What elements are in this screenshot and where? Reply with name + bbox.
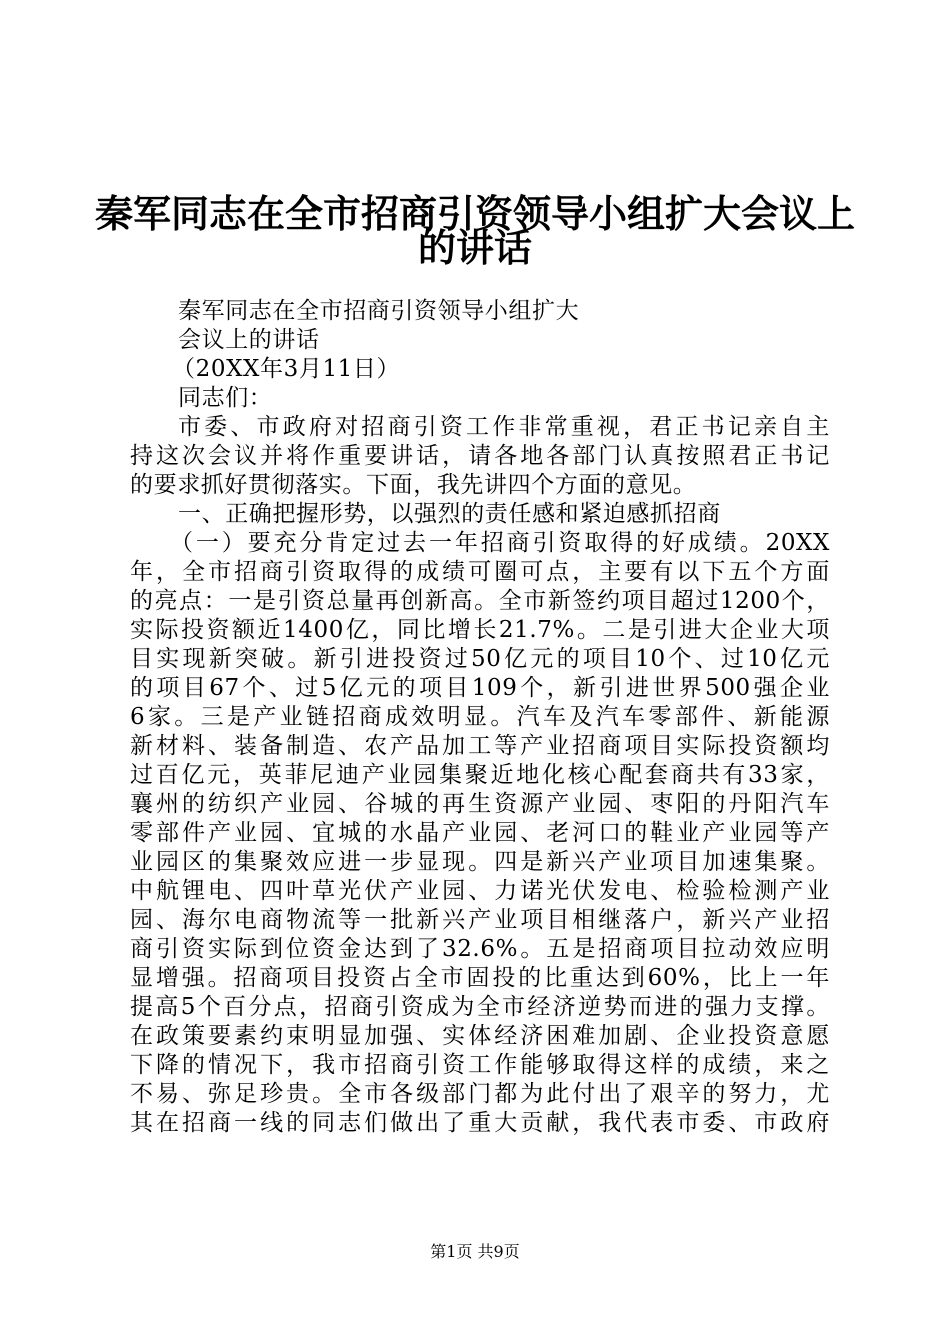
- paragraph-line: 不易、弥足珍贵。全市各级部门都为此付出了艰辛的努力，尤: [130, 1081, 830, 1107]
- paragraph-line: 园、海尔电商物流等一批新兴产业项目相继落户，新兴产业招: [130, 907, 830, 933]
- paragraph-line: 商引资实际到位资金达到了32.6%。五是招商项目拉动效应明: [130, 936, 830, 962]
- paragraph-1: [130, 413, 830, 500]
- paragraph-line: 在政策要素约束明显加强、实体经济困难加剧、企业投资意愿: [130, 1023, 830, 1049]
- paragraph-line: 持这次会议并将作重要讲话，请各地各部门认真按照君正书记: [130, 443, 830, 469]
- paragraph-line: 年，全市招商引资取得的成绩可圈可点，主要有以下五个方面: [130, 559, 830, 585]
- paragraph-line: 零部件产业园、宜城的水晶产业园、老河口的鞋业产业园等产: [130, 820, 830, 846]
- speech-date: （20XX年3月11日）: [172, 356, 401, 382]
- page-number: 第1页 共9页: [430, 1242, 520, 1261]
- paragraph-line: （一）要充分肯定过去一年招商引资取得的好成绩。20XX: [170, 530, 830, 556]
- paragraph-line: 下降的情况下，我市招商引资工作能够取得这样的成绩，来之: [130, 1052, 830, 1078]
- paragraph-line: 实际投资额近1400亿，同比增长21.7%。二是引进大企业大项: [130, 617, 830, 643]
- page-footer: [0, 1242, 950, 1262]
- paragraph-line: 的要求抓好贯彻落实。下面，我先讲四个方面的意见。: [130, 472, 697, 498]
- paragraph-2: [130, 529, 830, 1138]
- paragraph-line: 6家。三是产业链招商成效明显。汽车及汽车零部件、新能源: [130, 704, 830, 730]
- paragraph-line: 市委、市政府对招商引资工作非常重视，君正书记亲自主: [178, 414, 830, 440]
- paragraph-line: 的项目67个、过5亿元的项目109个，新引进世界500强企业: [130, 675, 830, 701]
- paragraph-line: 襄州的纺织产业园、谷城的再生资源产业园、枣阳的丹阳汽车: [130, 791, 830, 817]
- subtitle-line1: 秦军同志在全市招商引资领导小组扩大: [178, 298, 580, 324]
- paragraph-line: 目实现新突破。新引进投资过50亿元的项目10个、过10亿元: [130, 646, 830, 672]
- paragraph-line: 提高5个百分点，招商引资成为全市经济逆势而进的强力支撑。: [130, 994, 830, 1020]
- section-heading-1: 一、正确把握形势，以强烈的责任感和紧迫感抓招商: [178, 501, 721, 527]
- paragraph-line: 中航锂电、四叶草光伏产业园、力诺光伏发电、检验检测产业: [130, 878, 830, 904]
- paragraph-line: 业园区的集聚效应进一步显现。四是新兴产业项目加速集聚。: [130, 849, 830, 875]
- document-title-line2: 的讲话: [417, 226, 532, 270]
- document-title-line1: 秦军同志在全市招商引资领导小组扩大会议上: [94, 192, 855, 236]
- paragraph-line: 的亮点：一是引资总量再创新高。全市新签约项目超过1200个，: [130, 588, 830, 614]
- greeting: 同志们：: [178, 385, 273, 411]
- subtitle-line2: 会议上的讲话: [178, 327, 320, 353]
- document-body: [130, 297, 830, 1138]
- paragraph-line: 其在招商一线的同志们做出了重大贡献，我代表市委、市政府: [130, 1110, 830, 1136]
- paragraph-line: 新材料、装备制造、农产品加工等产业招商项目实际投资额均: [130, 733, 830, 759]
- paragraph-line: 过百亿元，英菲尼迪产业园集聚近地化核心配套商共有33家，: [130, 762, 830, 788]
- paragraph-line: 显增强。招商项目投资占全市固投的比重达到60%，比上一年: [130, 965, 830, 991]
